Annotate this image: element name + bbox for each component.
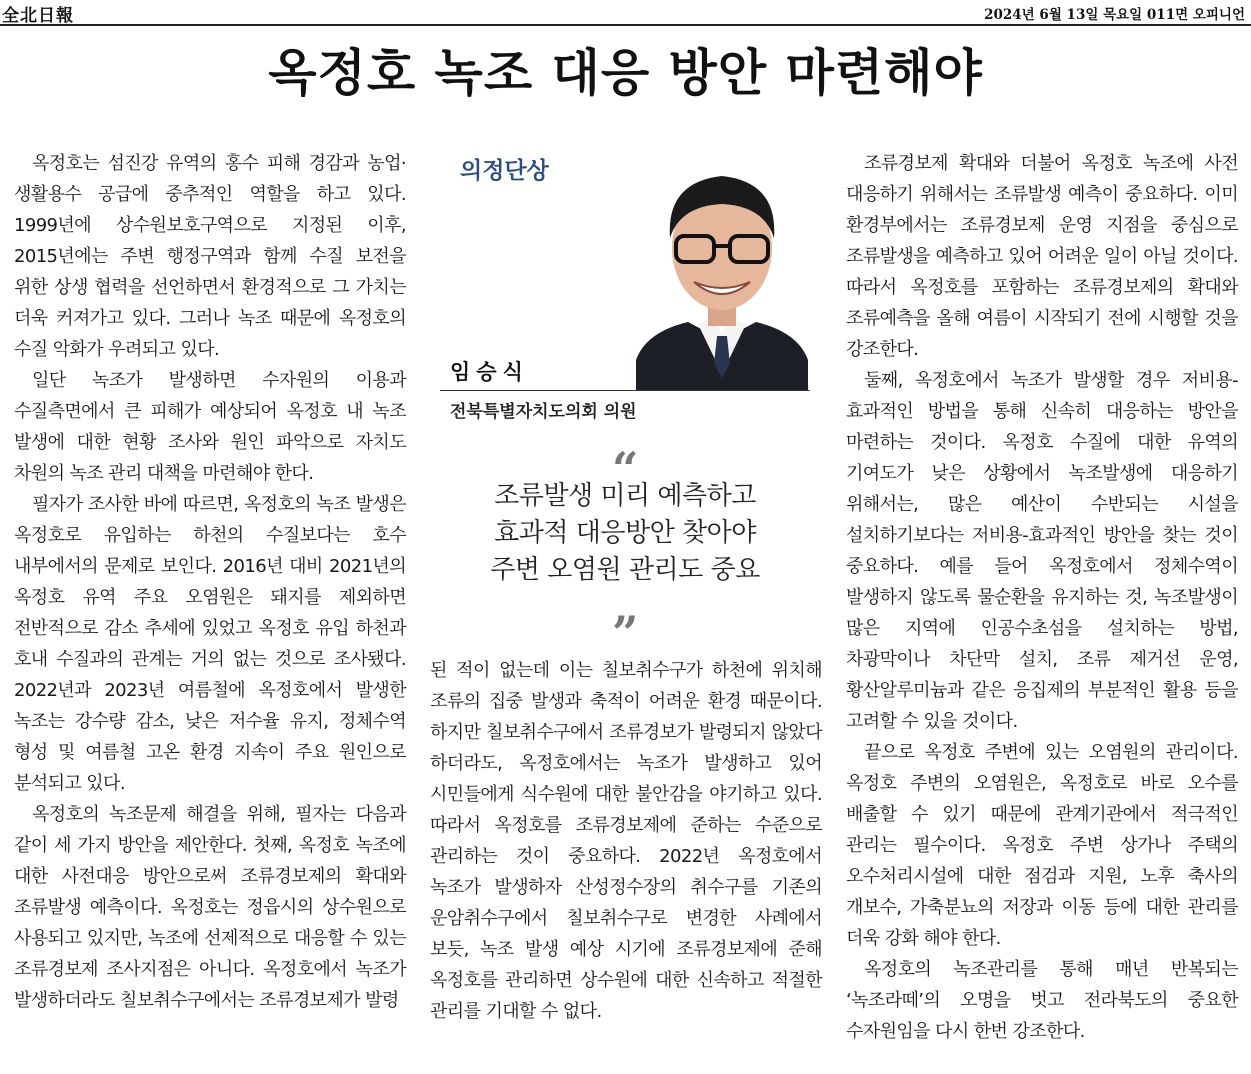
author-title: 전북특별자치도의회 의원 <box>450 402 637 422</box>
article-column-2 <box>430 655 822 1027</box>
masthead <box>0 0 1251 26</box>
article-column-3 <box>846 148 1238 1047</box>
pull-quote-line: 주변 오염원 관리도 중요 <box>490 555 760 585</box>
article-headline: 옥정호 녹조 대응 방안 마련해야 <box>268 44 983 102</box>
author-divider <box>440 390 810 391</box>
pull-quote-line: 효과적 대응방안 찾아야 <box>494 518 756 548</box>
article-paragraph: 된 적이 없는데 이는 칠보취수구가 하천에 위치해 조류의 집중 발생과 축적이 어려운 환경 때문이다. 하지만 칠보취수구에서 조류경보가 발령되지 않았다 하더라도, 옥정호에서는 녹조가 발생하고 있어 시민들에게 식수원에 대한 불안감을 야기하고 있다. 따라서 옥정호를 조류경보제에 준하는 수준으로 관리하는 것이 중요하다. 2022년 옥정호에서 녹조가 발생하자 산성정수장의 취수구를 기존의 운암취수구에서 칠보취수구로 변경한 사례에서 보듯, 녹조 발생 예상 시기에 조류경보제에 준해 옥정호를 관리하면 상수원에 대한 신속하고 적절한 관리를 기대할 수 없다. <box>430 660 822 1022</box>
article-paragraph: 일단 녹조가 발생하면 수자원의 이용과 수질측면에서 큰 피해가 예상되어 옥정호 내 녹조 발생에 대한 현황 조사와 원인 파악으로 자치도 차원의 녹조 관리 대책을 마련해야 한다. <box>14 370 406 484</box>
pull-quote <box>440 478 810 589</box>
section-label: 의정단상 <box>460 158 549 184</box>
article-paragraph: 끝으로 옥정호 주변에 있는 오염원의 관리이다. 옥정호 주변의 오염원은, 옥정호로 바로 오수를 배출할 수 있기 때문에 관계기관에서 적극적인 관리는 필수이다. 옥정호 주변 상가나 주택의 오수처리시설에 대한 점검과 지원, 노후 축사의 개보수, 가축분뇨의 저장과 이동 등에 대한 관리를 더욱 강화 해야 한다. <box>846 742 1238 949</box>
open-quote-icon: “ <box>612 442 639 496</box>
close-quote-icon: ” <box>612 606 639 660</box>
pull-quote-line: 조류발생 미리 예측하고 <box>494 481 756 511</box>
article-paragraph: 옥정호는 섬진강 유역의 홍수 피해 경감과 농업·생활용수 공급에 중추적인 역할을 하고 있다. 1999년에 상수원보호구역으로 지정된 이후, 2015년에는 주변 행정구역과 함께 수질 보전을 위한 상생 협력을 선언하면서 환경적으로 그 가치는 더욱 커져가고 있다. 그러나 녹조 때문에 옥정호의 수질 악화가 우려되고 있다. <box>14 153 406 360</box>
article-paragraph: 필자가 조사한 바에 따르면, 옥정호의 녹조 발생은 옥정호로 유입하는 하천의 수질보다는 호수 내부에서의 문제로 보인다. 2016년 대비 2021년의 옥정호 유역 주요 오염원은 돼지를 제외하면 전반적으로 감소 추세에 있었고 옥정호 유입 하천과 호내 수질과의 관계는 거의 없는 것으로 조사됐다. 2022년과 2023년 여름철에 옥정호에서 발생한 녹조는 강수량 감소, 낮은 저수율 유지, 정체수역 형성 및 여름철 고온 환경 지속이 주요 원인으로 분석되고 있다. <box>14 494 406 794</box>
dateline: 2024년 6월 13일 목요일 011면 오피니언 <box>984 7 1245 23</box>
newspaper-logo: 全北日報 <box>2 6 74 26</box>
article-paragraph: 옥정호의 녹조관리를 통해 매년 반복되는 ‘녹조라떼’의 오명을 벗고 전라북도의 중요한 수자원임을 다시 한번 강조한다. <box>846 959 1238 1042</box>
author-name: 임승식 <box>450 360 529 384</box>
article-paragraph: 둘째, 옥정호에서 녹조가 발생할 경우 저비용-효과적인 방법을 통해 신속히 대응하는 방안을 마련하는 것이다. 옥정호 수질에 대한 유역의 기여도가 낮은 상황에서 녹조발생에 대응하기 위해서는, 많은 예산이 수반되는 시설을 설치하기보다는 저비용-효과적인 방안을 찾는 것이 중요하다. 예를 들어 옥정호에서 정체수역이 발생하지 않도록 물순환을 유지하는 것, 녹조발생이 많은 지역에 인공수초섬을 설치하는 방법, 차광막이나 차단막 설치, 조류 제거선 운영, 황산알루미늄과 같은 응집제의 부분적인 활용 등을 고려할 수 있을 것이다. <box>846 370 1238 732</box>
article-paragraph: 옥정호의 녹조문제 해결을 위해, 필자는 다음과 같이 세 가지 방안을 제안한다. 첫째, 옥정호 녹조에 대한 사전대응 방안으로써 조류경보제의 확대와 조류발생 예측이다. 옥정호는 정읍시의 상수원으로 사용되고 있지만, 녹조에 선제적으로 대응할 수 있는 조류경보제 조사지점은 아니다. 옥정호에서 녹조가 발생하더라도 칠보취수구에서는 조류경보제가 발령 <box>14 804 406 1011</box>
article-column-1 <box>14 148 406 1016</box>
article-paragraph: 조류경보제 확대와 더불어 옥정호 녹조에 사전 대응하기 위해서는 조류발생 예측이 중요하다. 이미 환경부에서는 조류경보제 운영 지점을 중심으로 조류발생을 예측하고 있어 어려운 일이 아닐 것이다. 따라서 옥정호를 포함하는 조류경보제의 확대와 조류예측을 올해 여름이 시작되기 전에 시행할 것을 강조한다. <box>846 153 1238 360</box>
author-photo <box>636 164 808 390</box>
